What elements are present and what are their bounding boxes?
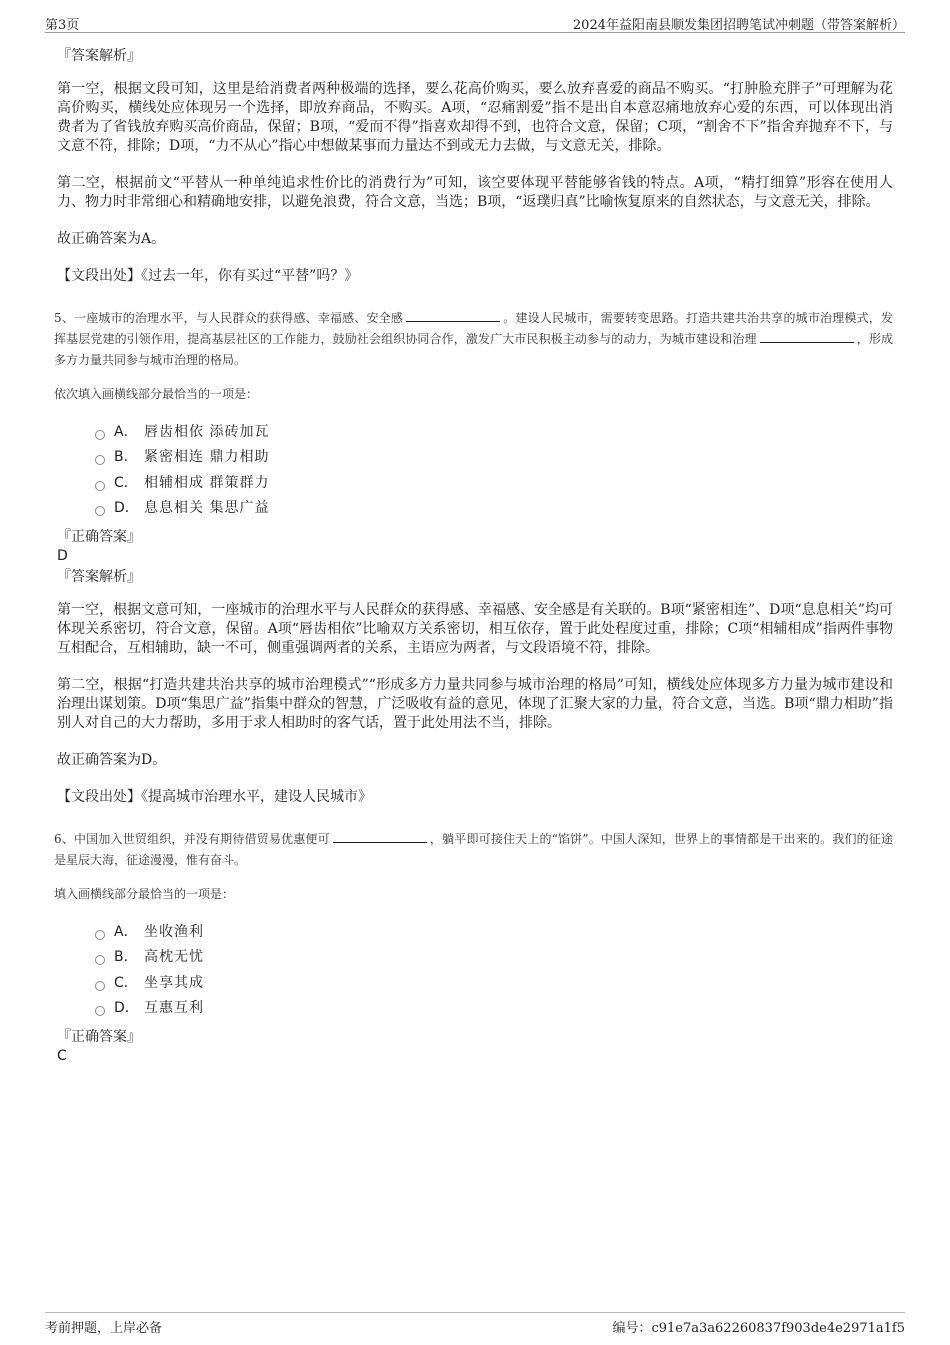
q5-stem-part2: 。建设人民城市，需要转变思路。打造共建共治共享的城市治理模式，发挥基层党建的引领作用，提高基层社区的工作能力，鼓励社会组织协同合作，激发广大市民积极主动参与的动力，为城市建设和治理 (54, 311, 893, 346)
q5-option-d[interactable]: D． 息息相关 集思广益 (95, 496, 893, 522)
q4-analysis-para2: 第二空，根据前文“平替从一种单纯追求性价比的消费行为”可知，该空要体现平替能够省钱的特点。A项，“精打细算”形容在使用人力、物力时非常细心和精确地安排，以避免浪费，符合文意，当选；B项，“返璞归真”比喻恢复原来的自然状态，与文意无关，排除。 (57, 175, 893, 210)
radio-icon[interactable] (95, 506, 105, 516)
q6-stem (54, 829, 893, 871)
q6-option-a[interactable]: A． 坐收渔利 (95, 919, 893, 945)
q5-answer: D (57, 548, 68, 564)
q6-option-c[interactable]: C． 坐享其成 (95, 970, 893, 996)
q5-stem-part3: ，形成多方力量共同参与城市治理的格局。 (54, 332, 893, 367)
page-header (45, 12, 905, 33)
q4-analysis-para1: 第一空，根据文段可知，这里是给消费者两种极端的选择，要么花高价购买，要么放弃喜爱的商品不购买。“打肿脸充胖子”可理解为花高价购买，横线处应体现另一个选择，即放弃商品，不购买。A项，“忍痛割爱”指不是出自本意忍痛地放弃心爱的东西，可以体现出消费者为了省钱放弃购买高价商品，保留；B项，“爱而不得”指喜欢却得不到，也符合文意，保留；C项，“割舍不下”指舍弃抛弃不下，与文意不符，排除；D项，“力不从心”指心中想做某事而力量达不到或无力去做，与文意无关，排除。 (57, 81, 893, 154)
q5-answer-label: 『正确答案』 (57, 529, 141, 545)
q6-prompt: 填入画横线部分最恰当的一项是： (54, 887, 235, 901)
q5-stem (54, 308, 893, 371)
document-id: 编号：c91e7a3a62260837f903de4e2971a1f5 (612, 1321, 905, 1336)
q6-option-b[interactable]: B． 高枕无忧 (95, 945, 893, 971)
radio-icon[interactable] (95, 955, 105, 965)
q5-option-c[interactable]: C． 相辅相成 群策群力 (95, 470, 893, 496)
q5-analysis-para2: 第二空，根据“打造共建共治共享的城市治理模式”“形成多方力量共同参与城市治理的格局”可知，横线处应体现多方力量为城市建设和治理出谋划策。D项“集思广益”指集中群众的智慧，广泛吸收有益的意见，体现了汇聚大家的力量，符合文意，当选。B项“鼎力相助”指别人对自己的大力帮助，多用于求人相助时的客气话，置于此处用法不当，排除。 (57, 677, 893, 731)
q5-options (95, 419, 893, 521)
q6-blank (333, 830, 427, 843)
radio-icon[interactable] (95, 981, 105, 991)
q6-option-d[interactable]: D． 互惠互利 (95, 996, 893, 1022)
page-number: 第3页 (45, 18, 80, 33)
radio-icon[interactable] (95, 430, 105, 440)
q5-stem-part1: 5、一座城市的治理水平，与人民群众的获得感、幸福感、安全感 (54, 311, 404, 325)
q5-conclusion: 故正确答案为D。 (57, 752, 167, 768)
q5-option-a[interactable]: A． 唇齿相依 添砖加瓦 (95, 419, 893, 445)
q5-analysis-label: 『答案解析』 (57, 569, 141, 585)
q6-stem-part1: 6、中国加入世贸组织，并没有期待借贸易优惠便可 (54, 832, 330, 846)
radio-icon[interactable] (95, 1006, 105, 1016)
document-title: 2024年益阳南县顺发集团招聘笔试冲刺题（带答案解析） (572, 18, 905, 33)
q4-analysis-label: 『答案解析』 (57, 48, 141, 64)
page-content (54, 46, 893, 1067)
q5-blank-1 (406, 309, 500, 322)
q6-stem-part2: ，躺平即可接住天上的“馅饼”。中国人深知，世界上的事情都是干出来的。我们的征途是星辰大海，征途漫漫，惟有奋斗。 (54, 832, 893, 867)
q4-conclusion: 故正确答案为A。 (57, 231, 166, 247)
q6-options (95, 919, 893, 1021)
q5-option-b[interactable]: B． 紧密相连 鼎力相助 (95, 445, 893, 471)
q5-analysis-para1: 第一空，根据文意可知，一座城市的治理水平与人民群众的获得感、幸福感、安全感是有关联的。B项“紧密相连”、D项“息息相关”均可体现关系密切，符合文意，保留。A项“唇齿相依”比喻双方关系密切，相互依存，置于此处程度过重，排除；C项“相辅相成”指两件事物互相配合，互相辅助，缺一不可，侧重强调两者的关系，主语应为两者，与文段语境不符，排除。 (57, 602, 893, 656)
q5-prompt: 依次填入画横线部分最恰当的一项是： (54, 387, 259, 401)
page-footer (45, 1312, 905, 1337)
radio-icon[interactable] (95, 930, 105, 940)
radio-icon[interactable] (95, 455, 105, 465)
q6-answer-label: 『正确答案』 (57, 1029, 141, 1045)
q6-answer: C (57, 1048, 67, 1064)
q4-source: 【文段出处】《过去一年，你有买过“平替”吗？》 (57, 268, 359, 284)
footer-slogan: 考前押题，上岸必备 (45, 1321, 163, 1336)
q5-blank-2 (760, 330, 854, 343)
q5-source: 【文段出处】《提高城市治理水平，建设人民城市》 (57, 789, 372, 805)
radio-icon[interactable] (95, 481, 105, 491)
